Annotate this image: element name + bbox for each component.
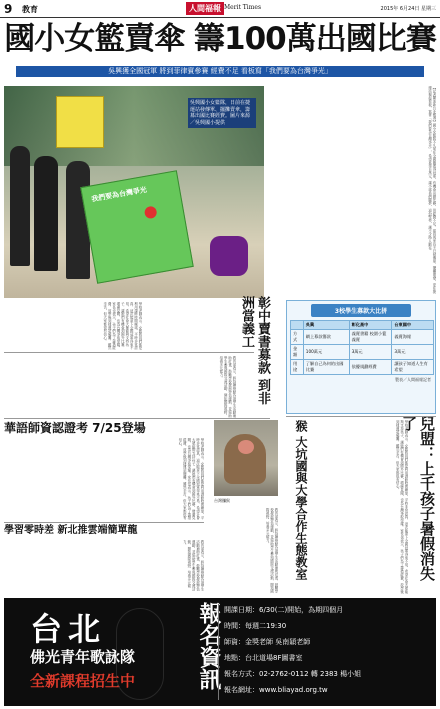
- summer-story-text: 教育部表示，將持續推動各項學生活動補助計畫，鼓勵學校發展特色運動，並協助學生參與國際交流活動，開拓國際視野，培養多元能力。: [182, 540, 204, 591]
- fundraising-table-box: [286, 300, 436, 414]
- ad-info-line: 開課日期：6/30(二)開始，為期四個月: [224, 606, 344, 614]
- masthead-english: Merit Times: [224, 4, 262, 11]
- divider: [4, 418, 270, 419]
- ad-tagline: 全新課程招生中: [30, 672, 136, 690]
- table-header-cell: 台東國中: [392, 321, 434, 330]
- ad-vertical-title: 報名資訊: [196, 602, 221, 690]
- huayu-story-text: 學校老師表示，女籃隊員們都是利用課餘時間練球，平時非常認真，這次能拿下全國冠軍得來不易，希望社會大眾能夠支持孩子，讓她們有機會到國外比賽，增廣見聞，也為台灣爭取榮耀。家長也表示，孩子們為了籌措經費，放學後到捷運站擺攤，雖然辛苦，但大家都很有信心。: [177, 438, 204, 520]
- ad-website-link[interactable]: 報名網址：www.bliayad.org.tw: [224, 686, 328, 694]
- table-title: 3校學生募款大比拼: [311, 304, 411, 317]
- table-row: [291, 360, 434, 375]
- table-cell: 了解自己為何的出國比賽: [303, 360, 349, 375]
- monkey-headline-prefix: 猴: [294, 420, 308, 432]
- huayu-headline: 華語師資認證考 7/25登場: [4, 421, 146, 435]
- table-cell: 網上募款籌款: [303, 330, 349, 345]
- table-cell: 100萬元: [303, 345, 349, 360]
- section-name: 教育: [22, 5, 38, 14]
- photo-caption: 吳興國小女籃隊，日前在捷運站發傳單、擺攤賣傘，籌募出國比賽經費。圖片來源／吳興國小提供: [188, 98, 256, 128]
- table-cell: 用途: [291, 360, 304, 375]
- lead-story-continued: 學校老師表示，女籃隊員們都是利用課餘時間練球，平時非常認真，這次能拿下全國冠軍得來不易，希望社會大眾能夠支持孩子，讓她們有機會到國外比賽，增廣見聞，也為台灣爭取榮耀。家長也表示，孩子們為了籌措經費，放學後到捷運站擺攤，雖然辛苦，但大家都很有信心。: [102, 302, 142, 350]
- ad-info-line: 地點：台北道場8F圖書室: [224, 654, 303, 662]
- summer-headline: 學習零時差 新北推雲端簡單龍: [4, 525, 138, 536]
- table-header-row: [291, 321, 434, 330]
- main-headline: 國小女籃賣傘 籌100萬出國比賽: [4, 21, 436, 57]
- page-number: 9: [4, 2, 13, 16]
- divider: [4, 522, 204, 523]
- board-text: 我們要為台灣爭光: [90, 185, 148, 204]
- monkey-face: [238, 440, 254, 454]
- divider: [4, 352, 254, 353]
- sell-books-story-text: 教育部表示，將持續推動各項學生活動補助計畫，鼓勵學校發展特色運動，並協助學生參與國際交流活動，開拓國際視野，培養多元能力。: [218, 356, 236, 418]
- sell-books-headline: 彰中賣書募款 到非洲當義工: [239, 296, 270, 405]
- issue-date: 2015年 6月24日 星期三: [380, 6, 436, 12]
- table-cell: 3萬元: [349, 345, 392, 360]
- ad-banner: [4, 598, 436, 706]
- table-cell: 義賣海報: [392, 330, 434, 345]
- table-cell: 義賣書籍 校園小籃義賣: [349, 330, 392, 345]
- table-cell: 依優規劃經費: [349, 360, 392, 375]
- table-cell: 讓孩子知道人生有希望: [392, 360, 434, 375]
- monkey-story-text-right: 學校老師表示，女籃隊員們都是利用課餘時間練球，平時非常認真，這次能拿下全國冠軍得來不易，希望社會大眾能夠支持孩子，讓她們有機會到國外比賽，增廣見聞，也為台灣爭取榮耀。家長也表示，孩子們為了籌措經費，放學後到捷運站擺攤，雖然辛苦，但大家都很有信心。: [395, 420, 408, 594]
- table-row: [291, 330, 434, 345]
- lead-story-column: 【記者陳述新台北報導】國小女籃隊不久前在全國賽獲得冠軍，有機會出國比賽，但經費不足。球員與家長不只發傳單、擺攤賣傘，更在捷運站舉起看板，寫著「我們要為台灣爭光」，希望募得百萬元，讓小球員們圓夢，這份堅持，讓不少路人動容。: [427, 86, 436, 294]
- ad-info-line: 師資：金獎老師 吳南穎老師: [224, 638, 311, 646]
- player-figure: [34, 156, 58, 271]
- child-story-headline: 兒盟：上千孩子暑假消失了: [400, 416, 436, 581]
- masthead-logo: 人間福報: [186, 2, 224, 15]
- yellow-poster: [56, 96, 104, 148]
- table-header-cell: [291, 321, 304, 330]
- table-cell: 方式: [291, 330, 304, 345]
- table-cell: 3萬元: [392, 345, 434, 360]
- heart-icon: [144, 205, 158, 219]
- monkey-caption: 台灣獼猴: [214, 498, 230, 503]
- table-source: 製表／人間福報記者: [395, 377, 431, 382]
- ad-group-name: 佛光青年歌詠隊: [30, 648, 136, 666]
- monkey-headline: 大坑國與大學合作生態教室: [294, 436, 308, 580]
- ad-city: 台北: [30, 610, 107, 648]
- table-cell: 金額: [291, 345, 304, 360]
- ad-info-line: 時間：每週二19:30: [224, 622, 287, 630]
- monkey-photo: [214, 420, 278, 496]
- divider: [286, 416, 436, 417]
- guitar-decor: [116, 608, 164, 700]
- purple-umbrella: [210, 236, 248, 276]
- table-header-cell: 吳興: [303, 321, 349, 330]
- ad-info-line: 報名方式：02-2762-0112 轉 2383 楊小姐: [224, 670, 362, 678]
- ad-info: [224, 602, 432, 698]
- sub-headline: 吳興獲全國冠軍 將到菲律賓參賽 經費不足 看板寫「我們要為台灣爭光」: [16, 66, 424, 77]
- monkey-story-text: 教育部表示，將持續推動各項學生活動補助計畫，鼓勵學校發展特色運動，並協助學生參與國際交流活動，開拓國際視野，培養多元能力。: [265, 508, 278, 593]
- green-sign-board: [80, 170, 194, 284]
- player-figure: [10, 146, 30, 266]
- fundraising-table: [290, 320, 434, 375]
- table-row: [291, 345, 434, 360]
- ad-divider: [218, 604, 219, 700]
- lead-photo: [4, 86, 264, 298]
- table-header-cell: 彰化高中: [349, 321, 392, 330]
- page-header: [0, 0, 440, 18]
